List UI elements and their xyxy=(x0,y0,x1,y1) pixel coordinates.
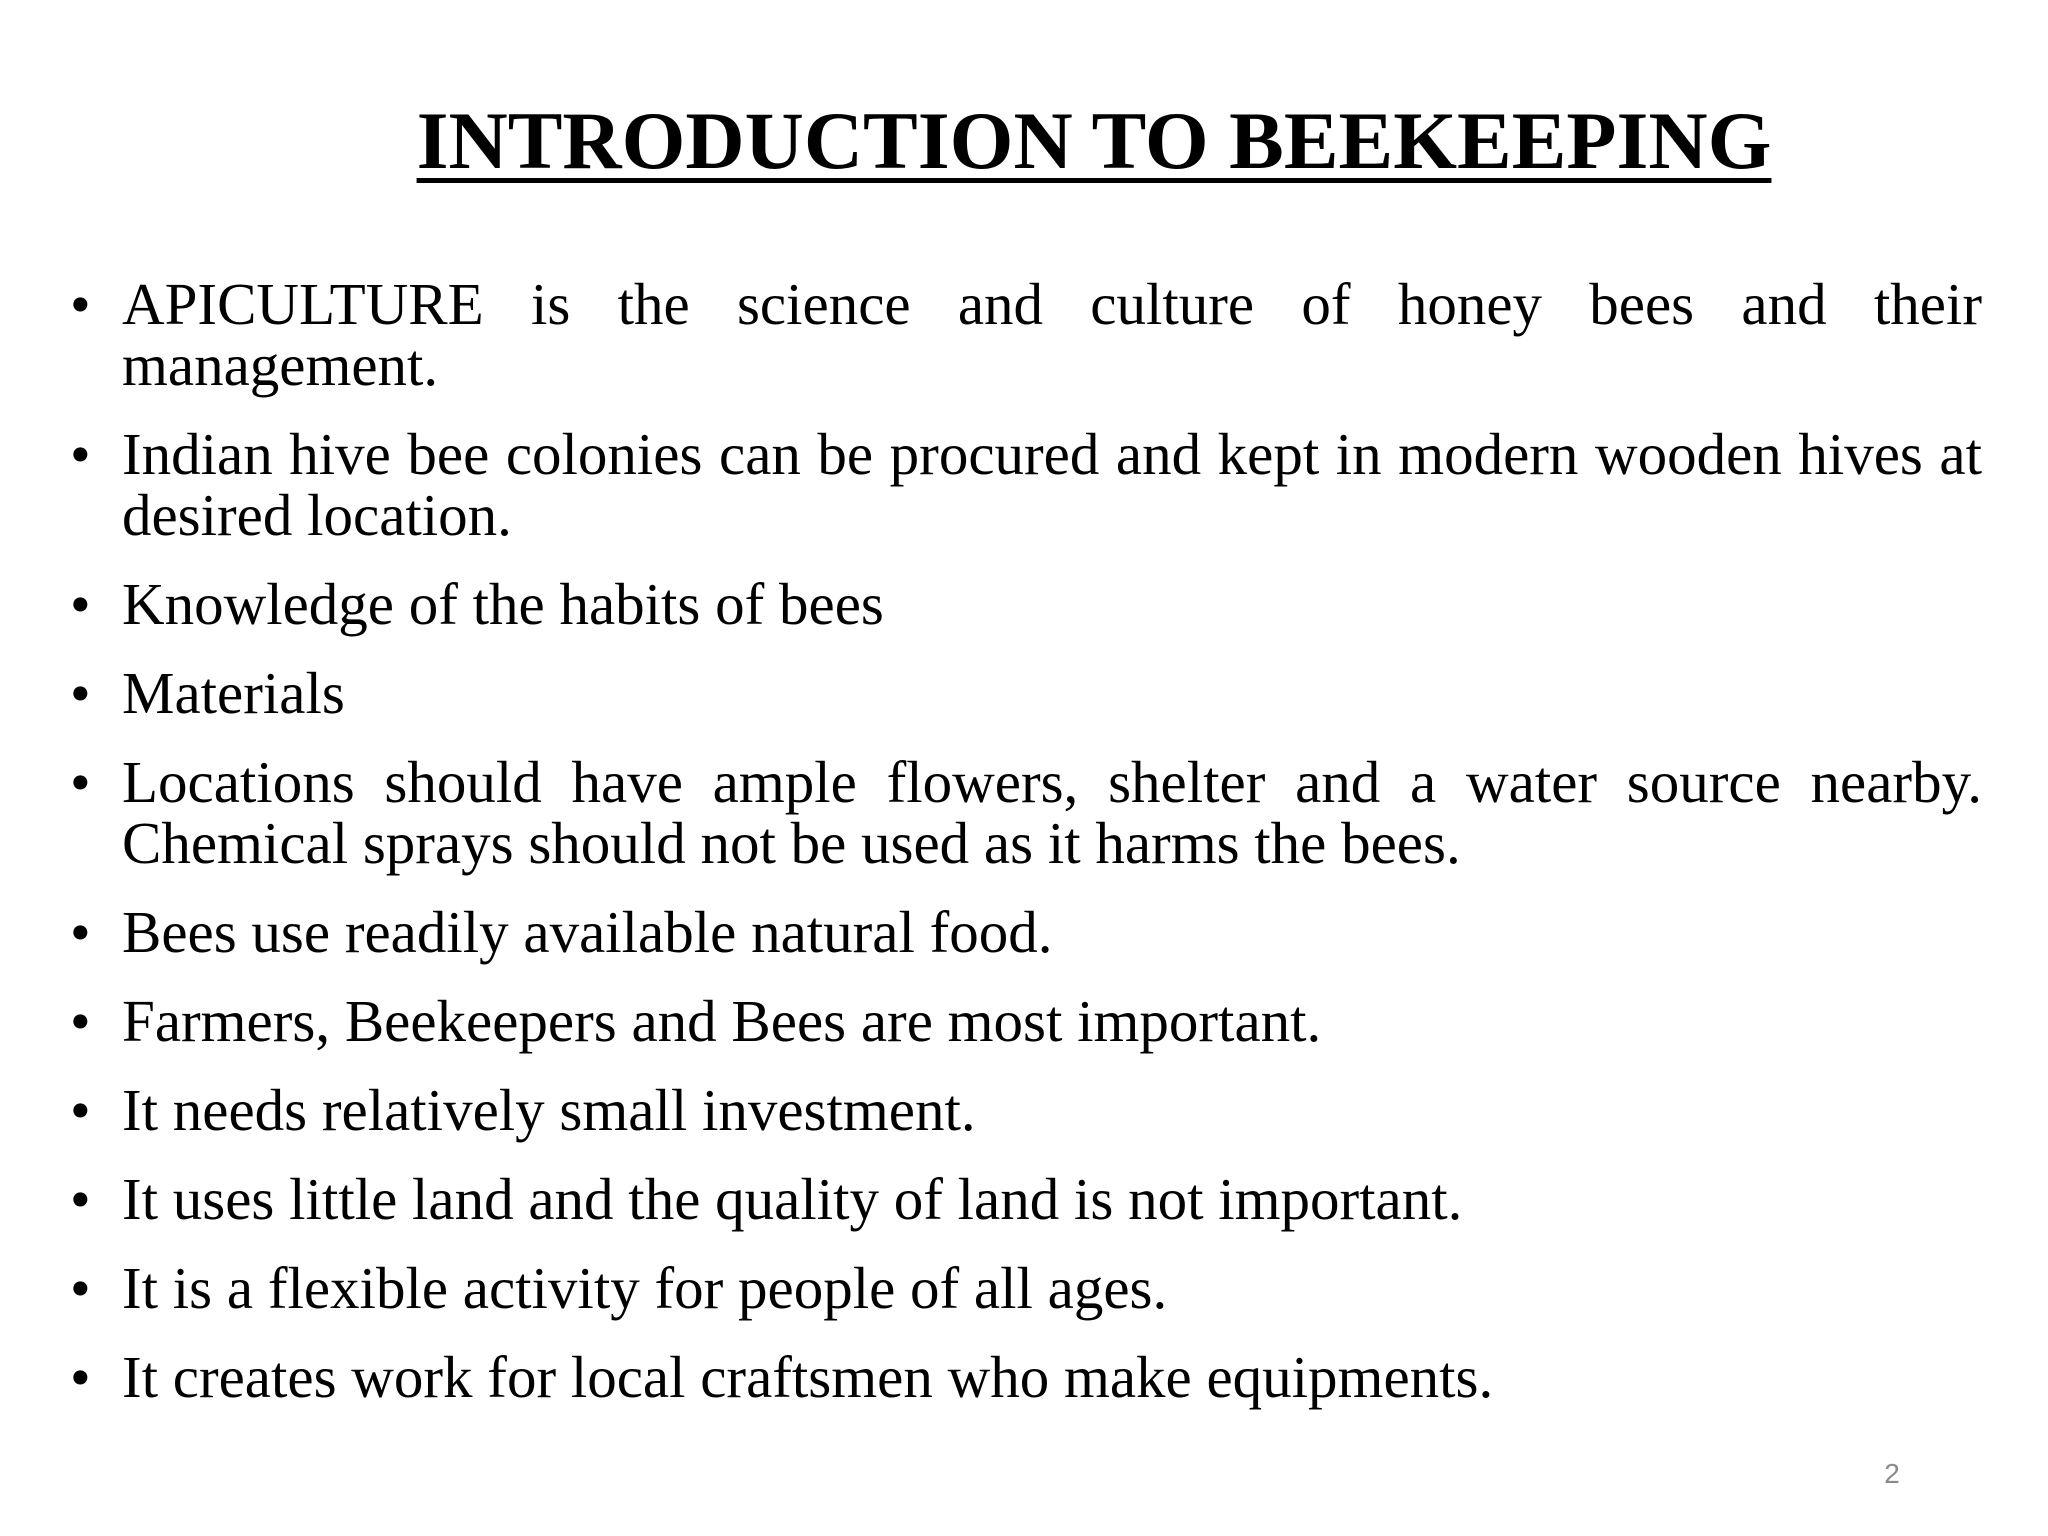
bullet-item xyxy=(70,660,1982,726)
bullet-icon: • xyxy=(70,1344,91,1410)
bullet-text: Knowledge of the habits of bees xyxy=(122,571,884,637)
bullet-icon: • xyxy=(70,271,91,337)
bullet-item xyxy=(70,421,1982,548)
bullet-item xyxy=(70,1255,1982,1321)
bullet-text: It is a flexible activity for people of all ages. xyxy=(122,1255,1168,1321)
slide-title: INTRODUCTION TO BEEKEEPING xyxy=(416,95,1772,186)
bullet-text: It needs relatively small investment. xyxy=(122,1077,976,1143)
bullet-item xyxy=(70,988,1982,1054)
bullet-text: It creates work for local craftsmen who make equipments. xyxy=(122,1344,1494,1410)
bullet-text: Indian hive bee colonies can be procured and kept in modern wooden hives at desired location. xyxy=(122,421,1982,548)
page-number: 2 xyxy=(1884,1458,1900,1489)
bullet-item xyxy=(70,271,1982,398)
bullet-item xyxy=(70,1077,1982,1143)
bullet-icon: • xyxy=(70,988,91,1054)
bullet-icon: • xyxy=(70,1166,91,1232)
bullet-text: Bees use readily available natural food. xyxy=(122,899,1053,965)
bullet-icon: • xyxy=(70,1077,91,1143)
bullet-text: Locations should have ample flowers, shelter and a water source nearby. Chemical sprays should not be used as it harms the bees. xyxy=(122,749,1982,876)
bullet-item xyxy=(70,1166,1982,1232)
bullet-icon: • xyxy=(70,1255,91,1321)
bullet-text: It uses little land and the quality of land is not important. xyxy=(122,1166,1463,1232)
bullet-text: Farmers, Beekeepers and Bees are most important. xyxy=(122,988,1322,1054)
bullet-text: Materials xyxy=(122,660,345,726)
bullet-icon: • xyxy=(70,749,91,815)
bullet-item xyxy=(70,749,1982,876)
bullet-icon: • xyxy=(70,660,91,726)
bullet-icon: • xyxy=(70,571,91,637)
bullet-item xyxy=(70,1344,1982,1410)
bullet-item xyxy=(70,571,1982,637)
bullet-icon: • xyxy=(70,899,91,965)
bullet-text: APICULTURE is the science and culture of honey bees and their management. xyxy=(122,271,1982,398)
bullet-icon: • xyxy=(70,421,91,487)
bullet-list xyxy=(70,271,1982,1436)
bullet-item xyxy=(70,899,1982,965)
